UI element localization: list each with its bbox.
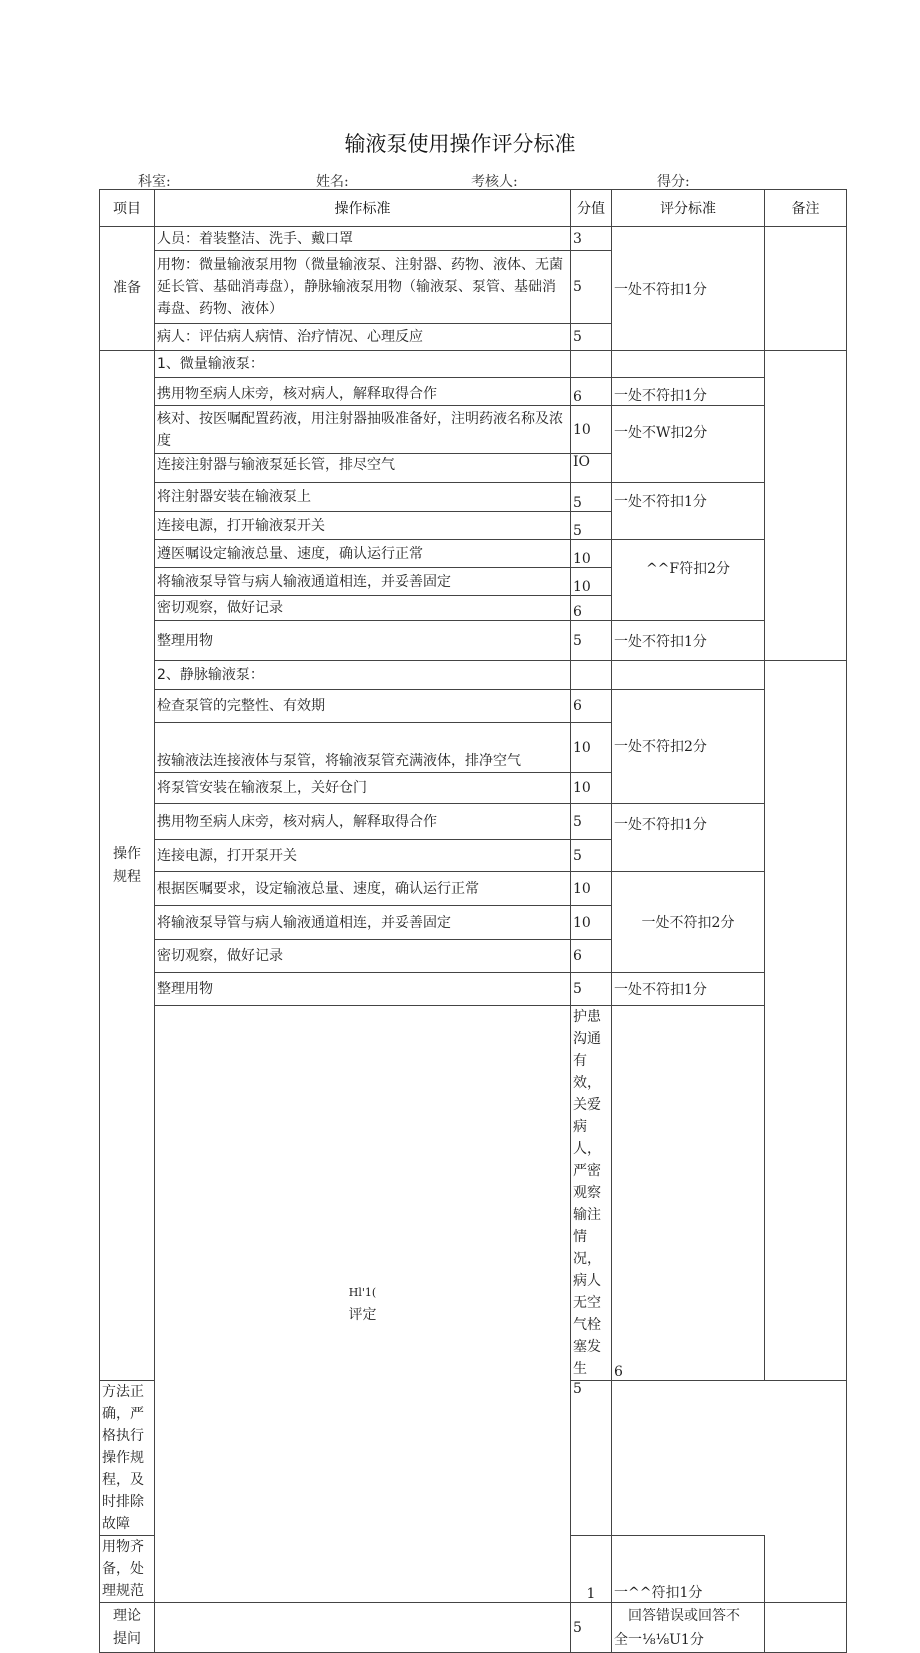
table-row — [100, 872, 847, 906]
micro-score-5: 5 — [571, 512, 612, 540]
iv-text-5: 连接电源，打开泵开关 — [155, 840, 571, 872]
ops-label — [100, 351, 155, 1381]
theory-criteria — [612, 1603, 765, 1653]
iv-criteria-2: 一处不符扣1分 — [612, 804, 765, 872]
micro-text-6: 遵医嘱设定输液总量、速度，确认运行正常 — [155, 540, 571, 568]
eval-label — [155, 1006, 571, 1603]
name-label: 姓名: — [316, 174, 349, 190]
scoring-table — [99, 189, 847, 1653]
department-label: 科室: — [138, 174, 171, 190]
empty-cell — [571, 661, 612, 690]
iv-criteria-1: 一处不符扣2分 — [612, 690, 765, 804]
prep-text-2: 用物：微量输液泵用物（微量输液泵、注射器、药物、液体、无菌延长管、基础消毒盘），静脉输液泵用物（输液泵、泵管、基础消毒盘、药物、液体） — [155, 251, 571, 324]
score-label: 得分: — [657, 174, 690, 190]
prep-text-3: 病人：评估病人病情、治疗情况、心理反应 — [155, 324, 571, 351]
iv-score-3: 10 — [571, 773, 612, 804]
iv-heading: 2、静脉输液泵： — [155, 661, 571, 690]
iv-text-1: 检查泵管的完整性、有效期 — [155, 690, 571, 723]
iv-text-4: 携用物至病人床旁，核对病人，解释取得合作 — [155, 804, 571, 840]
table-row — [100, 406, 847, 454]
header-standard: 操作标准 — [155, 190, 571, 227]
table-row — [100, 351, 847, 378]
empty-cell — [571, 351, 612, 378]
iv-criteria-3: 一处不符扣2分 — [612, 872, 765, 973]
header-item: 项目 — [100, 190, 155, 227]
micro-score-9: 5 — [571, 621, 612, 661]
micro-score-6: 10 — [571, 540, 612, 568]
iv-criteria-4: 一处不符扣1分 — [612, 973, 765, 1006]
theory-remarks — [765, 1603, 847, 1653]
micro-text-8: 密切观察，做好记录 — [155, 596, 571, 621]
prep-score-3: 5 — [571, 324, 612, 351]
table-row — [100, 540, 847, 568]
iv-score-8: 6 — [571, 940, 612, 973]
iv-text-9: 整理用物 — [155, 973, 571, 1006]
micro-score-4: 5 — [571, 483, 612, 512]
eval-text-3: 用物齐备，处理规范 — [100, 1536, 155, 1603]
micro-text-5: 连接电源，打开输液泵开关 — [155, 512, 571, 540]
eval-text-1: 护患沟通有效，关爱病人，严密观察输注情况，病人无空气栓塞发生 — [571, 1006, 612, 1381]
eval-score-1: 6 — [612, 1006, 765, 1381]
table-row — [100, 621, 847, 661]
theory-label — [100, 1603, 155, 1653]
micro-heading: 1、微量输液泵： — [155, 351, 571, 378]
iv-score-6: 10 — [571, 872, 612, 906]
table-row — [100, 661, 847, 690]
table-row — [100, 1006, 847, 1381]
theory-text — [155, 1603, 571, 1653]
eval-criteria-2: 一^^符扣1分 — [612, 1536, 765, 1603]
table-row — [100, 973, 847, 1006]
eval-label-line2: 评定 — [348, 1307, 377, 1323]
theory-criteria-line2: 全一⅛⅛U1分 — [614, 1631, 704, 1648]
micro-remarks — [765, 351, 847, 661]
table-row — [100, 483, 847, 512]
micro-criteria-3: 一处不符扣1分 — [612, 483, 765, 540]
ops-label-line2: 规程 — [113, 868, 141, 885]
header-points: 分值 — [571, 190, 612, 227]
theory-label-line1: 理论 — [113, 1607, 141, 1624]
theory-score: 5 — [571, 1603, 612, 1653]
prep-text-1: 人员：着装整洁、洗手、戴口罩 — [155, 227, 571, 251]
prep-remarks — [765, 227, 847, 351]
table-row — [100, 690, 847, 723]
micro-criteria-5: 一处不符扣1分 — [612, 621, 765, 661]
micro-score-2: 10 — [571, 406, 612, 454]
iv-text-7: 将输液泵导管与病人输液通道相连，并妥善固定 — [155, 906, 571, 940]
examiner-label: 考核人: — [471, 174, 518, 190]
prep-score-1: 3 — [571, 227, 612, 251]
empty-cell — [612, 661, 765, 690]
prep-criteria: 一处不符扣1分 — [612, 227, 765, 351]
table-row — [100, 378, 847, 406]
table-row — [100, 804, 847, 840]
eval-text-2: 方法正确，严格执行操作规程，及时排除故障 — [100, 1381, 155, 1536]
micro-score-1: 6 — [571, 378, 612, 406]
ops-label-line1: 操作 — [113, 845, 141, 862]
micro-text-9: 整理用物 — [155, 621, 571, 661]
micro-score-8: 6 — [571, 596, 612, 621]
iv-text-6: 根据医嘱要求，设定输液总量、速度，确认运行正常 — [155, 872, 571, 906]
prep-label: 准备 — [100, 227, 155, 351]
micro-text-4: 将注射器安装在输液泵上 — [155, 483, 571, 512]
iv-score-5: 5 — [571, 840, 612, 872]
eval-score-3: 1 — [571, 1536, 612, 1603]
micro-score-7: 10 — [571, 568, 612, 596]
iv-text-8: 密切观察，做好记录 — [155, 940, 571, 973]
iv-score-4: 5 — [571, 804, 612, 840]
micro-criteria-4: ^^F符扣2分 — [612, 540, 765, 621]
header-remarks: 备注 — [765, 190, 847, 227]
eval-label-line1: Hl'1( — [348, 1286, 377, 1299]
iv-score-9: 5 — [571, 973, 612, 1006]
iv-score-2: 10 — [571, 723, 612, 773]
prep-score-2: 5 — [571, 251, 612, 324]
table-row — [100, 1603, 847, 1653]
iv-score-7: 10 — [571, 906, 612, 940]
theory-criteria-line1: 回答错误或回答不 — [628, 1607, 740, 1624]
micro-criteria-2: 一处不W扣2分 — [612, 406, 765, 483]
theory-label-line2: 提问 — [113, 1630, 141, 1647]
iv-text-2: 按输液法连接液体与泵管，将输液泵管充满液体，排净空气 — [155, 723, 571, 773]
page-title: 输液泵使用操作评分标准 — [344, 132, 576, 156]
micro-criteria-1: 一处不符扣1分 — [612, 378, 765, 406]
iv-remarks — [765, 661, 847, 1381]
header-criteria: 评分标准 — [612, 190, 765, 227]
iv-score-1: 6 — [571, 690, 612, 723]
empty-cell — [612, 351, 765, 378]
eval-score-2: 5 — [571, 1381, 612, 1536]
header-row — [100, 190, 847, 227]
micro-text-1: 携用物至病人床旁，核对病人，解释取得合作 — [155, 378, 571, 406]
table-row — [100, 227, 847, 251]
iv-text-3: 将泵管安装在输液泵上，关好仓门 — [155, 773, 571, 804]
micro-score-3: IO — [571, 454, 612, 483]
micro-text-2: 核对、按医嘱配置药液，用注射器抽吸准备好，注明药液名称及浓度 — [155, 406, 571, 454]
micro-text-3: 连接注射器与输液泵延长管，排尽空气 — [155, 454, 571, 483]
micro-text-7: 将输液泵导管与病人输液通道相连，并妥善固定 — [155, 568, 571, 596]
